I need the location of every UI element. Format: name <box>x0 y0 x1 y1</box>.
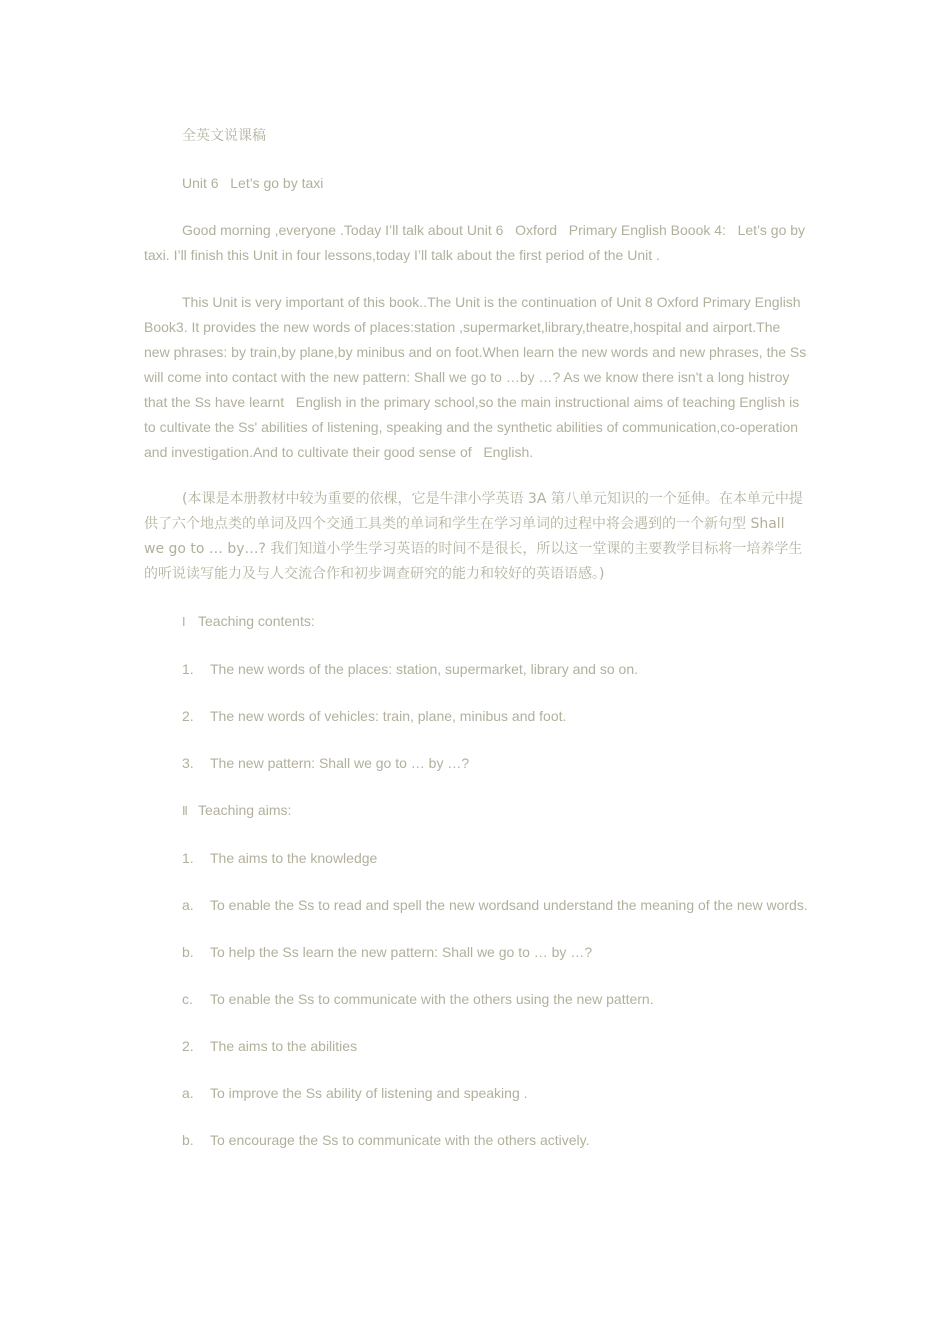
analysis-paragraph: This Unit is very important of this book..The Unit is the continuation of Unit 8 Oxford Primary English Book3. It provides the new words of places:station ,supermarket,library,theatre,hospital and airport.The new phrases: by train,by plane,by minibus and on foot.When learn the new words and new phrases, the Ss will come into contact with the new pattern: Shall we go to …by …? As we know there isn't a long histroy that the Ss have learnt English in the primary school,so the main instructional aims of teaching English is to cultivate the Ss' abilities of listening, speaking and the synthetic abilities of communication,co-operation and investigation.And to cultivate their good sense of English. <box>144 294 811 460</box>
list-marker: 2. <box>182 1038 194 1054</box>
list-item-text: The aims to the abilities <box>210 1038 358 1054</box>
sub-list-item <box>144 1128 808 1153</box>
list-marker: b. <box>182 944 194 960</box>
list-item <box>144 1034 808 1059</box>
list-marker: a. <box>182 1085 194 1101</box>
list-item <box>144 704 808 729</box>
list-marker: b. <box>182 1132 194 1148</box>
list-item <box>144 657 808 682</box>
list-item-text: The aims to the knowledge <box>210 850 378 866</box>
section-heading-teaching-aims <box>144 798 808 824</box>
document-title: 全英文说课稿 <box>182 128 266 144</box>
list-item-text: To encourage the Ss to communicate with the others actively. <box>210 1132 590 1148</box>
sub-list-item <box>144 893 808 918</box>
list-marker: c. <box>182 991 193 1007</box>
list-item <box>144 846 808 871</box>
section-heading-text: Teaching contents: <box>198 613 315 629</box>
document-body <box>144 124 811 1175</box>
sub-list-item <box>144 1081 808 1106</box>
intro-paragraph: Good morning ,everyone .Today I’ll talk about Unit 6 Oxford Primary English Boook 4: Let’s go by taxi. I’ll finish this Unit in four lessons,today I’ll talk about the first period of the Unit . <box>144 222 809 263</box>
sub-list-item <box>144 940 808 965</box>
list-marker: 2. <box>182 708 194 724</box>
chinese-note-paragraph: (本课是本册教材中较为重要的依棵，它是牛津小学英语 3A 第八单元知识的一个延伸。在本单元中提供了六个地点类的单词及四个交通工具类的单词和学生在学习单词的过程中将会遇到的一个新句型 Shall we go to … by…? 我们知道小学生学习英语的时间不是很长，所以这一堂课的主要教学目标将一培养学生的听说读写能力及与人交流合作和初步调查研究的能力和较好的英语语感。) <box>144 491 803 582</box>
list-item-text: To enable the Ss to communicate with the others using the new pattern. <box>210 991 654 1007</box>
section-heading-teaching-contents <box>144 609 808 635</box>
list-item-text: The new words of vehicles: train, plane, minibus and foot. <box>210 708 567 724</box>
list-item-text: The new pattern: Shall we go to … by …? <box>210 755 470 771</box>
list-item-text: The new words of the places: station, supermarket, library and so on. <box>210 661 638 677</box>
list-marker: a. <box>182 897 194 913</box>
list-marker: 3. <box>182 755 194 771</box>
section-numeral: Ⅱ <box>182 804 188 818</box>
sub-list-item <box>144 987 808 1012</box>
section-numeral: Ⅰ <box>182 615 186 629</box>
list-item-text: To improve the Ss ability of listening and speaking . <box>210 1085 528 1101</box>
list-item <box>144 751 808 776</box>
list-item-text: To enable the Ss to read and spell the new wordsand understand the meaning of the new words. <box>210 897 808 913</box>
section-heading-text: Teaching aims: <box>198 802 292 818</box>
list-marker: 1. <box>182 850 194 866</box>
list-marker: 1. <box>182 661 194 677</box>
list-item-text: To help the Ss learn the new pattern: Shall we go to … by …? <box>210 944 593 960</box>
unit-title: Unit 6 Let’s go by taxi <box>182 175 324 191</box>
